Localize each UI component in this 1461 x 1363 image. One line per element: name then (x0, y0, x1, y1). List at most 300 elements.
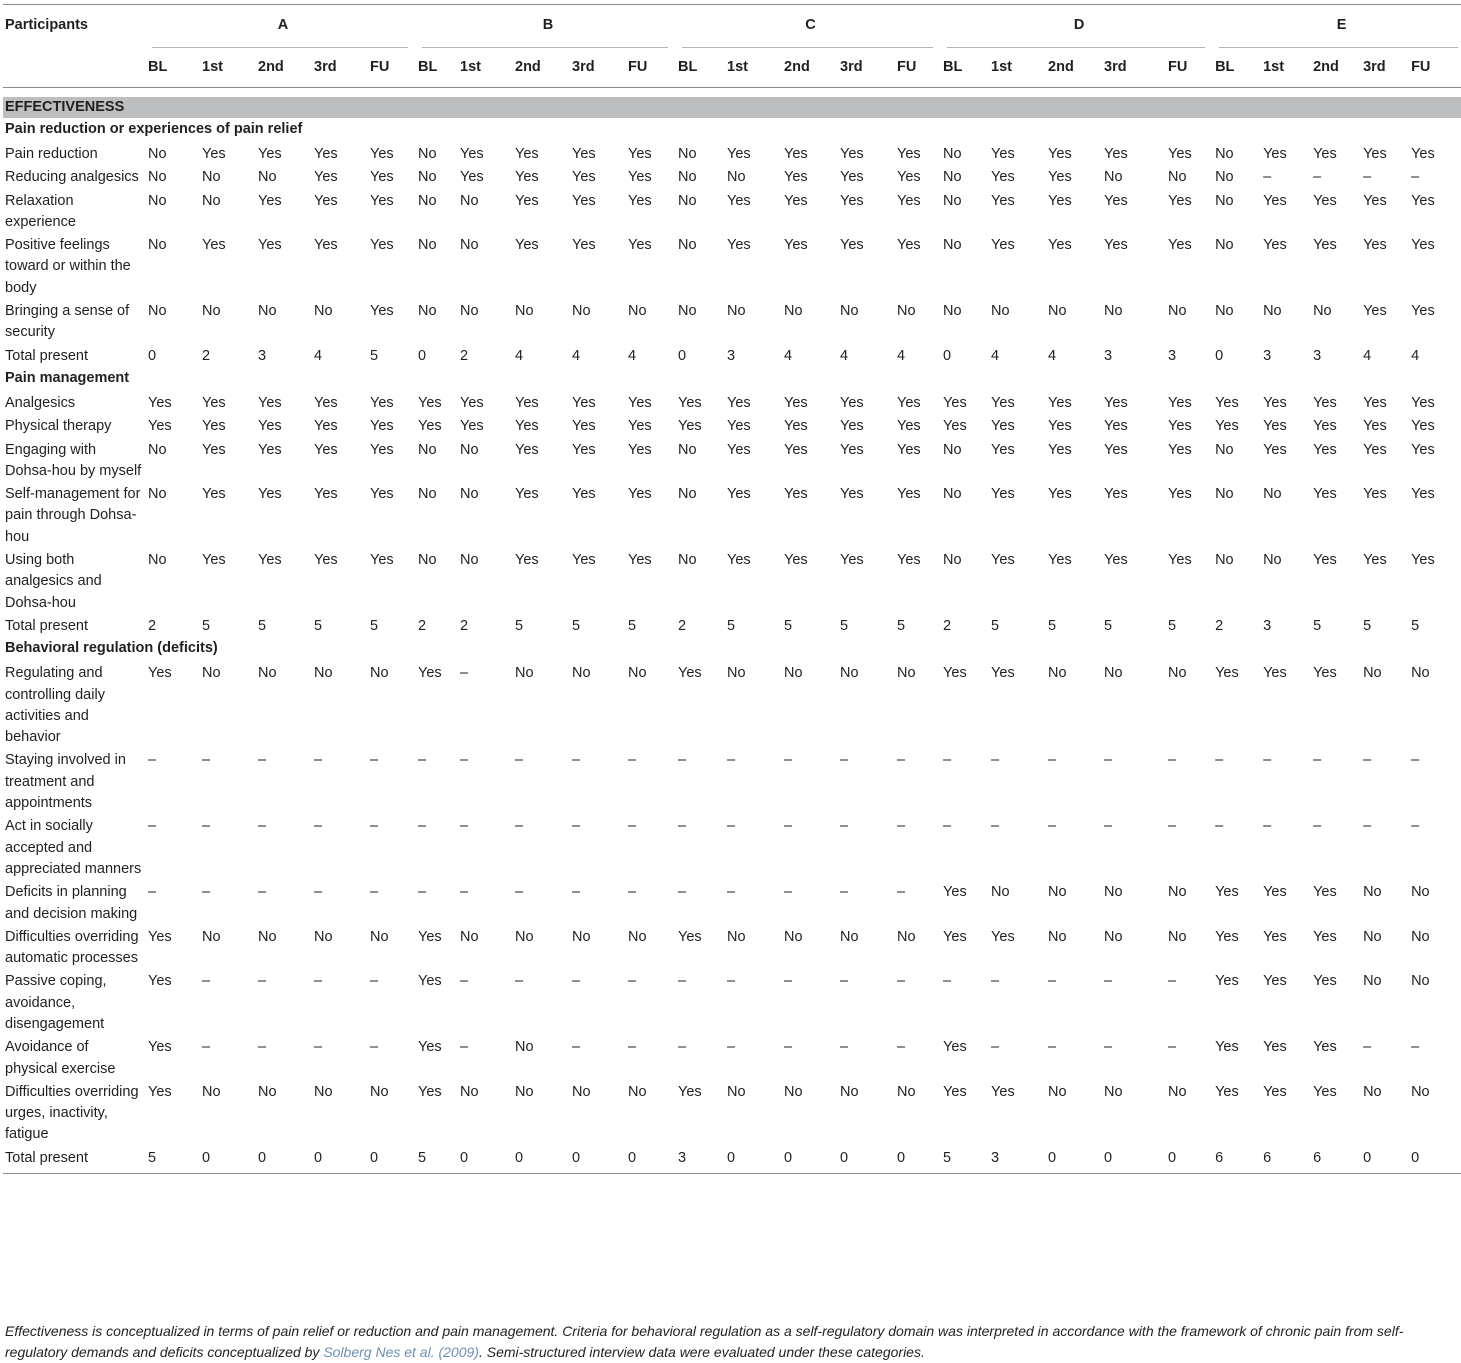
table-cell: Yes (1411, 394, 1435, 411)
table-cell: No (840, 665, 859, 682)
table-cell: Yes (314, 394, 338, 411)
table-row (3, 548, 1461, 614)
table-cell: – (943, 818, 952, 835)
table-row (3, 880, 1461, 925)
table-cell: Yes (784, 146, 808, 162)
table-cell: No (784, 303, 803, 320)
table-cell: 4 (1363, 347, 1372, 364)
table-cell: 5 (148, 1146, 202, 1174)
table-cell: 0 (1363, 1146, 1411, 1174)
table-cell: – (1263, 818, 1272, 835)
row-label: Self-management for pain through Dohsa-hou (5, 486, 141, 545)
row-label: Total present (5, 617, 89, 634)
table-cell: – (572, 818, 581, 835)
table-cell: No (418, 441, 437, 458)
table-cell: No (1215, 552, 1234, 569)
table-cell: Yes (784, 418, 808, 435)
table-cell: Yes (572, 192, 596, 209)
table-cell: No (314, 1083, 333, 1100)
table-cell: No (202, 928, 221, 945)
table-cell: Yes (1168, 418, 1192, 435)
table-cell: Yes (1313, 552, 1337, 569)
table-cell: 0 (840, 1146, 897, 1174)
table-cell: No (418, 552, 437, 569)
table-cell: Yes (784, 237, 808, 254)
table-cell: – (727, 1039, 736, 1056)
table-cell: Yes (678, 928, 702, 945)
table-cell: No (515, 665, 534, 682)
table-cell: Yes (1363, 552, 1387, 569)
table-cell: – (572, 752, 581, 769)
table-cell: Yes (628, 237, 652, 254)
timepoint-header: 2nd (515, 48, 572, 88)
table-row (3, 142, 1461, 165)
table-cell: 4 (1048, 347, 1057, 364)
table-cell: Yes (202, 486, 226, 503)
table-cell: No (258, 665, 277, 682)
table-cell: No (418, 192, 437, 209)
table-cell: No (258, 1083, 277, 1100)
table-cell: Yes (460, 394, 484, 411)
footnote-text-end: . Semi-structured interview data were evaluated under these categories. (478, 1344, 925, 1361)
table-cell: Yes (370, 146, 394, 162)
table-row (3, 969, 1461, 1035)
table-cell: No (370, 665, 389, 682)
table-cell: – (991, 973, 1000, 990)
table-cell: Yes (897, 192, 921, 209)
table-cell: No (460, 928, 479, 945)
footnote-reference-link[interactable]: Solberg Nes et al. (2009) (323, 1344, 479, 1361)
table-cell: – (897, 884, 906, 901)
table-cell: Yes (784, 486, 808, 503)
table-cell: Yes (1313, 665, 1337, 682)
table-cell: No (460, 441, 479, 458)
table-cell: Yes (515, 418, 539, 435)
table-cell: Yes (784, 169, 808, 186)
table-cell: No (515, 1039, 534, 1056)
table-cell: 2 (1215, 617, 1224, 634)
table-cell: No (1048, 665, 1067, 682)
row-label: Total present (3, 1146, 148, 1174)
table-cell: – (1048, 973, 1057, 990)
table-cell: 6 (1215, 1146, 1263, 1174)
table-cell: Yes (840, 394, 864, 411)
table-cell: 5 (1168, 617, 1177, 634)
timepoint-header: 3rd (1104, 48, 1168, 88)
table-cell: Yes (515, 192, 539, 209)
table-cell: 2 (943, 617, 952, 634)
row-label: Analgesics (5, 394, 76, 411)
table-cell: – (1363, 169, 1372, 186)
table-cell: No (727, 665, 746, 682)
total-row (3, 614, 1461, 637)
table-cell: 3 (1313, 347, 1322, 364)
table-cell: Yes (991, 394, 1015, 411)
table-cell: No (1363, 973, 1382, 990)
table-cell: Yes (943, 665, 967, 682)
table-cell: No (1168, 884, 1187, 901)
table-cell: Yes (1363, 394, 1387, 411)
table-cell: – (202, 752, 211, 769)
table-cell: Yes (1215, 1083, 1239, 1100)
table-cell: 0 (727, 1146, 784, 1174)
table-cell: – (784, 818, 793, 835)
table-row (3, 189, 1461, 234)
table-cell: No (1215, 486, 1234, 503)
table-cell: Yes (991, 192, 1015, 209)
table-row (3, 165, 1461, 188)
table-cell: No (943, 486, 962, 503)
table-cell: 0 (1104, 1146, 1168, 1174)
table-cell: Yes (678, 394, 702, 411)
table-cell: – (1363, 818, 1372, 835)
table-cell: Yes (1104, 192, 1128, 209)
table-cell: 2 (202, 347, 211, 364)
table-cell: Yes (1263, 1039, 1287, 1056)
timepoint-header: 3rd (314, 48, 370, 88)
table-cell: – (460, 665, 469, 682)
table-cell: Yes (840, 418, 864, 435)
row-label: Engaging with Dohsa-hou by myself (5, 441, 142, 479)
table-cell: Yes (148, 665, 172, 682)
table-cell: 5 (572, 617, 581, 634)
table-cell: – (258, 973, 267, 990)
timepoint-header: 2nd (1313, 48, 1363, 88)
table-cell: – (1104, 752, 1113, 769)
table-cell: Yes (418, 418, 442, 435)
table-cell: – (840, 1039, 849, 1056)
table-cell: – (840, 973, 849, 990)
table-cell: No (1215, 441, 1234, 458)
table-cell: Yes (314, 441, 338, 458)
table-cell: Yes (897, 237, 921, 254)
table-cell: No (202, 665, 221, 682)
table-cell: 5 (370, 347, 379, 364)
table-cell: – (1168, 1039, 1177, 1056)
table-cell: – (314, 884, 323, 901)
table-cell: – (727, 818, 736, 835)
table-cell: No (727, 169, 746, 186)
table-cell: No (1168, 303, 1187, 320)
table-cell: Yes (418, 665, 442, 682)
table-cell: Yes (727, 441, 751, 458)
table-cell: Yes (370, 237, 394, 254)
header-row-participants (3, 5, 1461, 49)
table-cell: 0 (460, 1146, 515, 1174)
table-cell: Yes (515, 486, 539, 503)
table-cell: Yes (897, 394, 921, 411)
table-cell: No (1168, 928, 1187, 945)
table-cell: 5 (943, 1146, 991, 1174)
table-cell: Yes (1263, 146, 1287, 162)
table-cell: 6 (1313, 1146, 1363, 1174)
table-cell: Yes (897, 552, 921, 569)
table-cell: Yes (202, 237, 226, 254)
table-cell: Yes (1313, 441, 1337, 458)
table-cell: No (727, 1083, 746, 1100)
table-cell: 0 (1048, 1146, 1104, 1174)
table-cell: No (943, 237, 962, 254)
table-cell: Yes (1215, 884, 1239, 901)
table-cell: 3 (1168, 347, 1177, 364)
table-cell: No (727, 303, 746, 320)
row-label: Bringing a sense of security (5, 303, 130, 341)
timepoint-header: FU (1168, 48, 1215, 88)
table-cell: No (572, 665, 591, 682)
table-cell: No (314, 303, 333, 320)
table-cell: Yes (991, 237, 1015, 254)
table-cell: No (840, 303, 859, 320)
table-cell: No (1363, 1083, 1382, 1100)
table-cell: – (460, 1039, 469, 1056)
table-cell: No (1048, 884, 1067, 901)
table-cell: Yes (1215, 394, 1239, 411)
table-cell: No (1048, 1083, 1067, 1100)
table-cell: No (897, 1083, 916, 1100)
table-cell: – (460, 818, 469, 835)
table-cell: – (1313, 752, 1322, 769)
table-cell: No (418, 237, 437, 254)
timepoint-header: 3rd (572, 48, 628, 88)
table-cell: 0 (258, 1146, 314, 1174)
table-cell: – (678, 818, 687, 835)
table-cell: Yes (897, 146, 921, 162)
table-cell: Yes (148, 418, 172, 435)
table-cell: Yes (572, 418, 596, 435)
table-cell: Yes (515, 441, 539, 458)
table-cell: Yes (202, 418, 226, 435)
table-cell: No (897, 928, 916, 945)
table-cell: Yes (1313, 394, 1337, 411)
table-cell: – (572, 1039, 581, 1056)
table-cell: Yes (314, 552, 338, 569)
table-cell: No (572, 928, 591, 945)
table-cell: Yes (784, 192, 808, 209)
table-cell: 5 (1313, 617, 1322, 634)
table-cell: Yes (515, 394, 539, 411)
table-cell: – (897, 1039, 906, 1056)
table-cell: Yes (418, 394, 442, 411)
table-cell: Yes (202, 441, 226, 458)
table-cell: No (678, 441, 697, 458)
table-cell: No (258, 169, 277, 186)
table-cell: No (1215, 146, 1234, 162)
table-cell: – (370, 752, 379, 769)
table-cell: Yes (572, 441, 596, 458)
table-cell: No (314, 665, 333, 682)
spacer-cell (3, 88, 1461, 98)
table-cell: 5 (202, 617, 211, 634)
table-cell: No (202, 169, 221, 186)
table-cell: No (370, 928, 389, 945)
table-cell: Yes (1104, 237, 1128, 254)
section-title: EFFECTIVENESS (3, 97, 1461, 118)
table-cell: – (148, 818, 157, 835)
table-cell: Yes (991, 665, 1015, 682)
table-cell: – (202, 973, 211, 990)
table-cell: – (418, 884, 427, 901)
table-cell: Yes (1313, 486, 1337, 503)
table-cell: – (678, 884, 687, 901)
table-cell: Yes (572, 394, 596, 411)
table-cell: 2 (460, 617, 469, 634)
table-cell: No (991, 303, 1010, 320)
table-cell: Yes (418, 1039, 442, 1056)
table-cell: Yes (1313, 192, 1337, 209)
table-cell: Yes (258, 146, 282, 162)
results-table (3, 4, 1461, 1174)
table-cell: Yes (148, 1083, 172, 1100)
table-cell: Yes (943, 1039, 967, 1056)
table-cell: – (784, 752, 793, 769)
table-cell: No (1215, 169, 1234, 186)
table-cell: 0 (943, 347, 952, 364)
row-label: Total present (5, 347, 89, 364)
table-cell: – (991, 752, 1000, 769)
table-cell: Yes (1168, 552, 1192, 569)
table-cell: Yes (678, 1083, 702, 1100)
table-cell: Yes (1411, 146, 1435, 162)
table-cell: – (1313, 818, 1322, 835)
table-cell: Yes (1168, 192, 1192, 209)
table-cell: Yes (1048, 169, 1072, 186)
timepoint-header: 2nd (258, 48, 314, 88)
table-cell: Yes (1048, 552, 1072, 569)
table-cell: Yes (1263, 1083, 1287, 1100)
table-cell: 5 (418, 1146, 460, 1174)
row-label: Regulating and controlling daily activities and behavior (5, 665, 105, 746)
table-cell: No (1411, 665, 1430, 682)
timepoint-header: 1st (991, 48, 1048, 88)
table-cell: – (991, 818, 1000, 835)
table-cell: Yes (370, 394, 394, 411)
table-cell: Yes (1048, 486, 1072, 503)
table-cell: Yes (628, 394, 652, 411)
table-cell: Yes (1313, 973, 1337, 990)
table-row (3, 661, 1461, 748)
table-cell: No (148, 192, 167, 209)
table-cell: Yes (897, 441, 921, 458)
table-cell: Yes (1215, 418, 1239, 435)
table-cell: Yes (991, 441, 1015, 458)
table-cell: Yes (678, 665, 702, 682)
table-cell: No (460, 552, 479, 569)
table-cell: No (515, 1083, 534, 1100)
table-cell: No (258, 303, 277, 320)
table-cell: No (1104, 303, 1123, 320)
table-cell: No (628, 1083, 647, 1100)
table-cell: 0 (202, 1146, 258, 1174)
table-cell: 2 (678, 617, 687, 634)
table-cell: Yes (258, 552, 282, 569)
table-cell: – (460, 973, 469, 990)
table-cell: Yes (258, 394, 282, 411)
table-row (3, 814, 1461, 880)
table-cell: – (943, 973, 952, 990)
table-cell: – (1168, 973, 1177, 990)
table-cell: Yes (840, 552, 864, 569)
table-cell: – (628, 1039, 637, 1056)
table-cell: 2 (148, 617, 157, 634)
table-cell: 5 (784, 617, 793, 634)
row-label: Passive coping, avoidance, disengagement (5, 973, 107, 1032)
table-cell: Yes (1313, 1039, 1337, 1056)
table-cell: – (628, 884, 637, 901)
table-cell: – (418, 752, 427, 769)
table-cell: Yes (991, 552, 1015, 569)
table-cell: Yes (1411, 552, 1435, 569)
table-cell: – (460, 752, 469, 769)
table-cell: 3 (258, 347, 267, 364)
table-cell: Yes (628, 441, 652, 458)
table-cell: – (370, 973, 379, 990)
table-cell: No (1363, 928, 1382, 945)
participant-group-header: E (1215, 5, 1461, 49)
table-cell: No (460, 303, 479, 320)
table-cell: Yes (1048, 418, 1072, 435)
table-cell: 0 (515, 1146, 572, 1174)
table-cell: Yes (1263, 928, 1287, 945)
table-cell: Yes (1048, 237, 1072, 254)
table-cell: Yes (1313, 146, 1337, 162)
table-cell: No (515, 928, 534, 945)
table-cell: – (784, 1039, 793, 1056)
table-cell: Yes (1411, 237, 1435, 254)
row-label: Staying involved in treatment and appointments (5, 752, 126, 812)
subgroup-header-row (3, 118, 1461, 142)
table-cell: – (515, 973, 524, 990)
table-cell: – (727, 973, 736, 990)
table-cell: Yes (840, 486, 864, 503)
table-cell: No (418, 303, 437, 320)
table-cell: – (628, 973, 637, 990)
table-cell: No (314, 928, 333, 945)
table-cell: Yes (572, 146, 596, 162)
spacer-row (3, 88, 1461, 98)
table-cell: – (258, 1039, 267, 1056)
subgroup-title: Pain management (5, 369, 130, 386)
timepoint-header: 1st (460, 48, 515, 88)
table-cell: – (1363, 1039, 1372, 1056)
table-cell: Yes (1263, 237, 1287, 254)
table-cell: – (1168, 818, 1177, 835)
table-cell: Yes (1411, 192, 1435, 209)
table-cell: 4 (314, 347, 323, 364)
table-cell: Yes (314, 146, 338, 162)
table-cell: – (678, 1039, 687, 1056)
table-cell: – (314, 818, 323, 835)
table-cell: – (258, 818, 267, 835)
table-cell: – (148, 752, 157, 769)
table-cell: Yes (258, 441, 282, 458)
table-cell: Yes (258, 237, 282, 254)
table-cell: – (1215, 752, 1224, 769)
table-cell: Yes (1313, 1083, 1337, 1100)
table-cell: – (370, 884, 379, 901)
table-cell: Yes (1263, 884, 1287, 901)
table-cell: – (628, 818, 637, 835)
header-participants-label: Participants (3, 5, 148, 49)
table-cell: No (628, 665, 647, 682)
table-cell: Yes (840, 237, 864, 254)
table-cell: Yes (418, 1083, 442, 1100)
table-cell: No (572, 303, 591, 320)
row-label: Avoidance of physical exercise (5, 1039, 116, 1077)
table-cell: – (148, 884, 157, 901)
table-cell: – (202, 818, 211, 835)
table-cell: Yes (1104, 418, 1128, 435)
table-cell: No (370, 1083, 389, 1100)
